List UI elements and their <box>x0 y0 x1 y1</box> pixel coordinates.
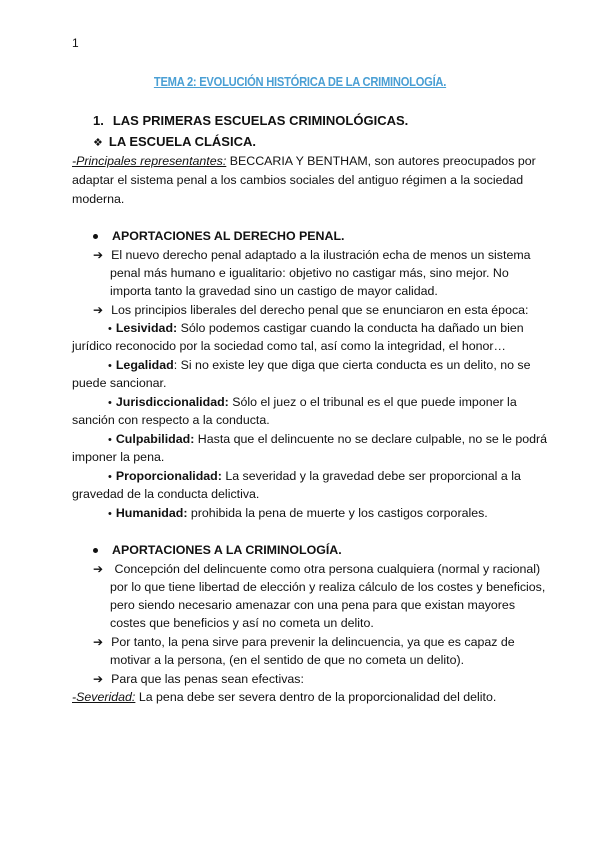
principle-legalidad-cont: puede sancionar. <box>72 376 167 390</box>
arrow-item-text: El nuevo derecho penal adaptado a la ilustración echa de menos un sistema <box>111 248 531 262</box>
principle-proporcionalidad-cont: gravedad de la conducta delictiva. <box>72 487 260 501</box>
bullet-icon: • <box>108 434 112 446</box>
principle-proporcionalidad <box>108 467 521 486</box>
principle-name: Culpabilidad: <box>115 432 195 446</box>
subsection-heading <box>93 134 256 149</box>
principle-humanidad <box>108 504 488 523</box>
aportaciones-crim-title: APORTACIONES A LA CRIMINOLOGÍA. <box>112 543 342 557</box>
principle-text: Sólo podemos castigar cuando la conducta ha dañado un bien <box>177 321 524 335</box>
diamond-bullet-icon: ❖ <box>93 137 103 149</box>
crim-arrow-1-line-2: por lo que tiene libertad de elección y realiza cálculo de los costes y beneficios, <box>110 580 546 594</box>
arrow-item-text: Concepción del delincuente como otra persona cualquiera (normal y racional) <box>111 562 541 576</box>
aportaciones-penal-title: APORTACIONES AL DERECHO PENAL. <box>112 229 345 243</box>
section-number: 1. <box>93 113 104 128</box>
page-number: 1 <box>72 36 79 50</box>
arrow-item-1-line-1 <box>93 246 531 264</box>
principle-text: : Si no existe ley que diga que cierta conducta es un delito, no se <box>173 358 531 372</box>
arrow-right-icon: ➔ <box>93 248 104 262</box>
severidad-label: -Severidad: <box>72 690 136 704</box>
principle-text: Sólo el juez o el tribunal es el que puede imponer la <box>228 395 517 409</box>
principle-jurisdiccionalidad <box>108 393 517 412</box>
principle-name: Jurisdiccionalidad: <box>115 395 229 409</box>
principle-name: Proporcionalidad: <box>115 469 222 483</box>
crim-arrow-3 <box>93 670 304 688</box>
severidad-text: La pena debe ser severa dentro de la proporcionalidad del delito. <box>135 690 497 704</box>
arrow-item-1-line-3: importa tanto la gravedad sino un castigo de mayor calidad. <box>110 284 438 298</box>
arrow-right-icon: ➔ <box>93 562 104 576</box>
bullet-icon: • <box>108 508 112 520</box>
subsection-title: LA ESCUELA CLÁSICA. <box>108 134 256 149</box>
section-title: LAS PRIMERAS ESCUELAS CRIMINOLÓGICAS. <box>112 113 409 128</box>
principle-culpabilidad-cont: imponer la pena. <box>72 450 165 464</box>
intro-text-1: BECCARIA Y BENTHAM, son autores preocupados por <box>226 154 536 168</box>
arrow-item-1-line-2: penal más humano e igualitario: objetivo no castigar más, sino mejor. No <box>110 266 509 280</box>
crim-arrow-1-line-3: pero siendo necesario amenazar con una pena para que existan mayores <box>110 598 516 612</box>
bullet-dot-icon <box>93 234 98 239</box>
bullet-dot-icon <box>93 548 98 553</box>
crim-arrow-2-line-1 <box>93 633 515 651</box>
arrow-right-icon: ➔ <box>93 635 104 649</box>
arrow-item-text: Los principios liberales del derecho penal que se enunciaron en esta época: <box>111 303 529 317</box>
principle-jurisdiccionalidad-cont: sanción con respecto a la conducta. <box>72 413 270 427</box>
arrow-right-icon: ➔ <box>93 672 104 686</box>
bullet-icon: • <box>108 397 112 409</box>
intro-label: -Principales representantes: <box>72 154 227 168</box>
intro-line-3: moderna. <box>72 192 125 206</box>
principle-name: Legalidad <box>115 358 174 372</box>
principle-lesividad-cont: jurídico reconocido por la sociedad como tal, así como la integridad, el honor… <box>72 339 506 353</box>
principle-legalidad <box>108 356 531 375</box>
arrow-item-text: Por tanto, la pena sirve para prevenir la delincuencia, ya que es capaz de <box>111 635 515 649</box>
arrow-item-2 <box>93 301 529 319</box>
page-title: TEMA 2: EVOLUCIÓN HISTÓRICA DE LA CRIMINOLOGÍA. <box>153 74 447 89</box>
arrow-right-icon: ➔ <box>93 303 104 317</box>
principle-culpabilidad <box>108 430 547 449</box>
aportaciones-crim-heading <box>93 541 342 559</box>
section-heading-1 <box>93 113 408 128</box>
principle-text: Hasta que el delincuente no se declare culpable, no se le podrá <box>194 432 548 446</box>
crim-arrow-1-line-1 <box>93 560 540 578</box>
crim-arrow-2-line-2: motivar a la persona, (en el sentido de que no cometa un delito). <box>110 653 465 667</box>
intro-line-2: adaptar el sistema penal a los cambios sociales del antiguo régimen a la sociedad <box>72 173 524 187</box>
bullet-icon: • <box>108 323 112 335</box>
aportaciones-penal-heading <box>93 227 344 245</box>
principle-text: prohibida la pena de muerte y los castigos corporales. <box>187 506 488 520</box>
principle-name: Humanidad: <box>115 506 188 520</box>
principle-lesividad <box>108 319 524 338</box>
intro-line-1 <box>72 152 536 170</box>
principle-name: Lesividad: <box>115 321 178 335</box>
crim-arrow-1-line-4: costes que beneficios y así no cometa un delito. <box>110 616 374 630</box>
bullet-icon: • <box>108 360 112 372</box>
bullet-icon: • <box>108 471 112 483</box>
principle-text: La severidad y la gravedad debe ser proporcional a la <box>221 469 521 483</box>
severidad-line <box>72 688 496 706</box>
arrow-item-text: Para que las penas sean efectivas: <box>111 672 304 686</box>
